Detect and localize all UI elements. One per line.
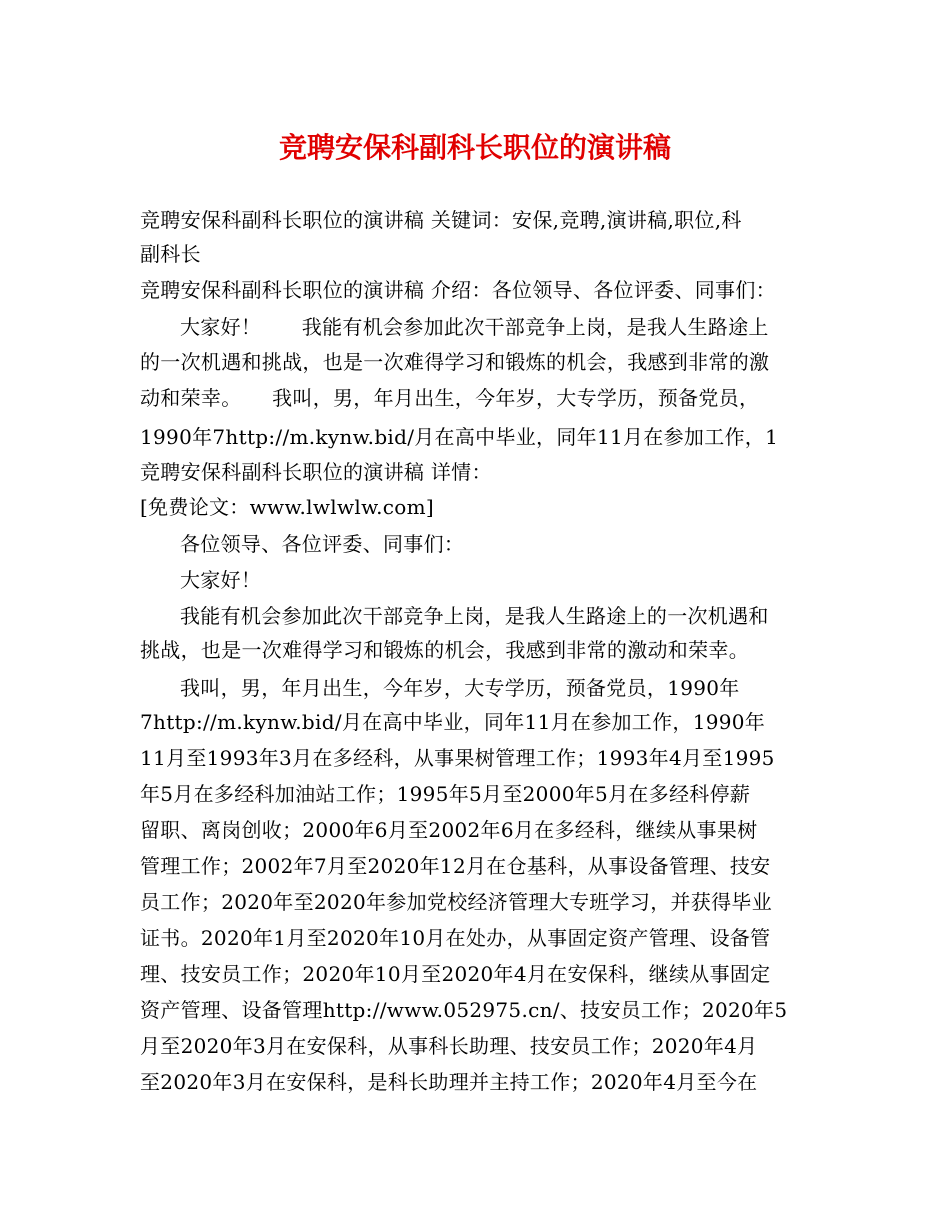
text-line: 副科长: [140, 242, 201, 266]
text-line: [免费论文：www.lwlwlw.com]: [140, 495, 434, 519]
text-line: 员工作；2020年至2020年参加党校经济管理大专班学习，并获得毕业: [140, 890, 772, 914]
text-line: 证书。2020年1月至2020年10月在处办，从事固定资产管理、设备管: [140, 926, 771, 950]
text-line: 理、技安员工作；2020年10月至2020年4月在安保科，继续从事固定: [140, 962, 771, 986]
text-line: 1990年7http://m.kynw.bid/月在高中毕业，同年11月在参加工作，1: [140, 425, 779, 449]
text-line: 我叫，男，年月出生，今年岁，大专学历，预备党员，1990年: [180, 676, 740, 700]
text-line: 竞聘安保科副科长职位的演讲稿 详情：: [140, 460, 492, 484]
text-line: 竞聘安保科副科长职位的演讲稿 关键词：安保,竞聘,演讲稿,职位,科: [140, 208, 742, 232]
text-line: 我能有机会参加此次干部竞争上岗，是我人生路途上的一次机遇和: [180, 604, 769, 628]
text-line: 资产管理、设备管理http://www.052975.cn/、技安员工作；2020年5: [140, 998, 788, 1022]
text-line: 月至2020年3月在安保科，从事科长助理、技安员工作；2020年4月: [140, 1034, 758, 1058]
text-line: 动和荣幸。 我叫，男，年月出生，今年岁，大专学历，预备党员，: [140, 386, 760, 410]
text-line: 挑战，也是一次难得学习和锻炼的机会，我感到非常的激动和荣幸。: [140, 638, 749, 662]
text-line: 11月至1993年3月在多经科，从事果树管理工作；1993年4月至1995: [140, 746, 775, 770]
text-line: 7http://m.kynw.bid/月在高中毕业，同年11月在参加工作，1990年: [140, 710, 766, 734]
text-line: 各位领导、各位评委、同事们：: [180, 532, 465, 556]
text-line: 大家好！ 我能有机会参加此次干部竞争上岗，是我人生路途上: [180, 315, 769, 339]
text-line: 至2020年3月在安保科，是科长助理并主持工作；2020年4月至今在: [140, 1070, 758, 1094]
text-line: 大家好！: [180, 568, 262, 592]
text-line: 竞聘安保科副科长职位的演讲稿 介绍：各位领导、各位评委、同事们：: [140, 278, 776, 302]
document-title: 竞聘安保科副科长职位的演讲稿: [278, 131, 671, 164]
text-line: 年5月在多经科加油站工作；1995年5月至2000年5月在多经科停薪: [140, 782, 751, 806]
text-line: 管理工作；2002年7月至2020年12月在仓基科，从事设备管理、技安: [140, 854, 771, 878]
text-line: 的一次机遇和挑战，也是一次难得学习和锻炼的机会，我感到非常的激: [140, 350, 770, 374]
text-line: 留职、离岗创收；2000年6月至2002年6月在多经科，继续从事果树: [140, 818, 758, 842]
